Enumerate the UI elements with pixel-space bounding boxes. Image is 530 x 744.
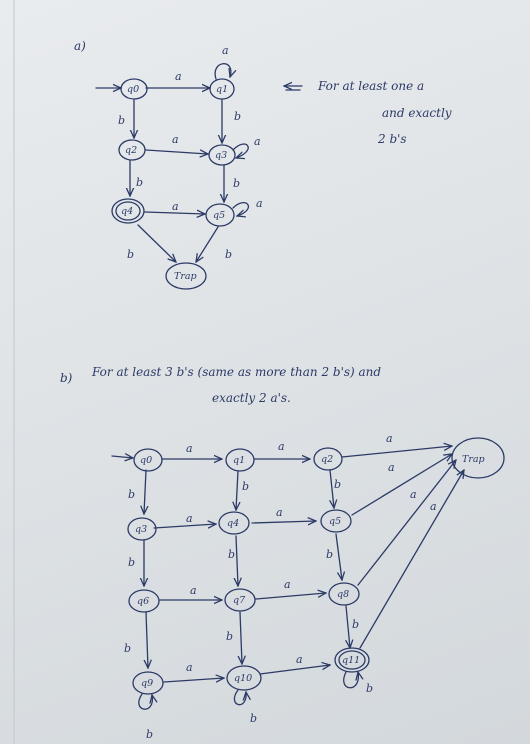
a-trap-label: Trap — [174, 271, 197, 282]
b-edge-q8-q11 — [346, 606, 350, 648]
b-start-arrow — [112, 456, 133, 458]
b-q5-label: q5 — [329, 516, 342, 527]
b-edge-q0-q3 — [144, 470, 146, 514]
part-b-desc-line-1: For at least 3 b's (same as more than 2 b's) and — [92, 365, 382, 379]
b-q9-label: q9 — [141, 678, 154, 689]
a-q5-label: q5 — [213, 210, 226, 221]
b-lbl-q5-q8: b — [326, 548, 334, 561]
b-lbl-q8-trap: a — [410, 488, 417, 501]
a-lbl-q0-q2: b — [118, 114, 126, 127]
a-loop-q5 — [233, 203, 248, 216]
b-q0-label: q0 — [140, 455, 153, 466]
a-q1-label: q1 — [216, 84, 229, 95]
a-lbl-q4-q5: a — [172, 200, 179, 213]
b-lbl-q4-q7: b — [228, 548, 236, 561]
a-q0-label: q0 — [127, 84, 140, 95]
b-q2-label: q2 — [321, 454, 334, 465]
b-lbl-q0-q3: b — [128, 488, 136, 501]
part-a-label: a) — [74, 39, 86, 53]
a-lbl-loop-q3: a — [254, 135, 261, 148]
b-edge-q9-q10 — [164, 678, 224, 682]
a-lbl-loop-q1: a — [222, 44, 229, 57]
b-edge-q5-q8 — [336, 534, 342, 580]
b-q10-label: q10 — [234, 673, 253, 684]
a-loop-q1 — [215, 64, 231, 79]
b-q8-label: q8 — [337, 589, 350, 600]
b-q1-label: q1 — [233, 455, 246, 466]
b-lbl-loop-q9: b — [146, 728, 154, 741]
a-lbl-q2-q4: b — [136, 176, 144, 189]
a-edge-q5-trap — [196, 227, 218, 262]
b-lbl-q9-q10: a — [186, 661, 193, 674]
b-edge-q4-q7 — [236, 536, 238, 586]
a-lbl-q4-trap: b — [127, 248, 135, 261]
a-edge-q2-q3 — [146, 150, 208, 154]
b-q3-label: q3 — [135, 524, 148, 535]
part-b-desc-line-2: exactly 2 a's. — [212, 391, 291, 405]
b-loop-q11 — [344, 672, 359, 688]
b-q6-label: q6 — [137, 596, 150, 607]
a-note-line-3: 2 b's — [378, 132, 407, 146]
a-q4-label: q4 — [121, 206, 134, 217]
a-lbl-q3-q5: b — [233, 177, 241, 190]
b-lbl-q2-trap: a — [386, 432, 393, 445]
a-lbl-q0-q1: a — [175, 70, 182, 83]
b-edge-q3-q4 — [154, 524, 216, 528]
b-lbl-q5-trap: a — [388, 461, 395, 474]
b-loop-q10 — [234, 690, 246, 705]
b-lbl-loop-q10: b — [250, 712, 258, 725]
a-q3-label: q3 — [215, 150, 228, 161]
b-lbl-q10-q11: a — [296, 653, 303, 666]
b-edge-q6-q9 — [146, 612, 148, 668]
b-q11-label: q11 — [342, 655, 361, 666]
b-edge-q1-q4 — [236, 471, 238, 510]
b-lbl-q8-q11: b — [352, 618, 360, 631]
b-edge-q7-q10 — [240, 612, 242, 664]
a-q2-label: q2 — [125, 145, 138, 156]
b-lbl-loop-q11: b — [366, 682, 374, 695]
b-edge-q7-q8 — [256, 593, 326, 599]
a-lbl-q1-q3: b — [234, 110, 242, 123]
b-q7-label: q7 — [233, 595, 246, 606]
b-lbl-q6-q9: b — [124, 642, 132, 655]
b-loop-q9 — [139, 694, 153, 709]
b-trap-label: Trap — [462, 454, 485, 465]
b-lbl-q1-q4: b — [242, 480, 250, 493]
b-lbl-q1-q2: a — [278, 440, 285, 453]
b-q4-label: q4 — [227, 518, 240, 529]
b-lbl-q2-q5: b — [334, 478, 342, 491]
b-lbl-q6-q7: a — [190, 584, 197, 597]
b-lbl-q3-q4: a — [186, 512, 193, 525]
b-edge-q4-q5 — [252, 521, 316, 523]
part-b-label: b) — [60, 371, 73, 385]
b-lbl-q7-q10: b — [226, 630, 234, 643]
b-lbl-q0-q1: a — [186, 442, 193, 455]
a-edge-q4-trap — [138, 225, 176, 262]
a-note-line-2: and exactly — [382, 106, 452, 120]
b-edge-q2-trap — [342, 446, 452, 457]
a-lbl-loop-q5: a — [256, 197, 263, 210]
a-note-line-1: For at least one a — [318, 79, 425, 93]
b-lbl-q3-q6: b — [128, 556, 136, 569]
a-lbl-q2-q3: a — [172, 133, 179, 146]
b-lbl-q4-q5: a — [276, 506, 283, 519]
b-edge-q8-trap — [358, 460, 456, 585]
b-edge-q10-q11 — [260, 665, 330, 674]
b-lbl-q11-trap: a — [430, 500, 437, 513]
b-lbl-q7-q8: a — [284, 578, 291, 591]
a-lbl-q5-trap: b — [225, 248, 233, 261]
